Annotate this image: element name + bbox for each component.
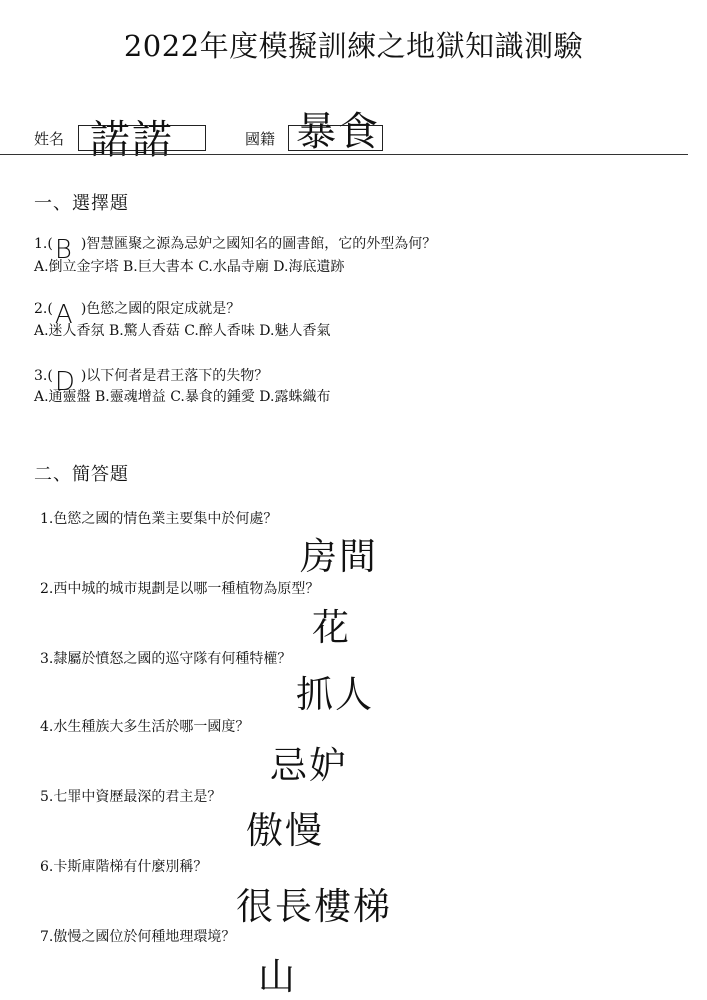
mc-question-3: 3.( D )以下何者是君王落下的失物？ bbox=[34, 367, 269, 397]
name-value: 諾諾 bbox=[90, 117, 174, 163]
sa-answer-7: 山 bbox=[258, 955, 297, 998]
sa-question-6: 6.卡斯庫階梯有什麼別稱？ bbox=[40, 859, 208, 875]
sa-answer-5: 傲慢 bbox=[246, 809, 324, 852]
mc-question-2: 2.( A )色慾之國的限定成就是？ bbox=[34, 300, 241, 330]
page-title: 2022年度模擬訓練之地獄知識測驗 bbox=[123, 29, 584, 63]
sa-answer-2: 花 bbox=[312, 606, 351, 649]
header-divider bbox=[0, 154, 688, 155]
sa-question-1: 1.色慾之國的情色業主要集中於何處？ bbox=[40, 511, 278, 527]
mc-options-2: A.迷人香氛 B.驚人香菇 C.醉人香味 D.魅人香氣 bbox=[34, 323, 331, 339]
name-label: 姓名 bbox=[34, 130, 65, 148]
section-short-answer-title: 二、簡答題 bbox=[34, 464, 129, 485]
sa-question-7: 7.傲慢之國位於何種地理環境？ bbox=[40, 929, 236, 945]
sa-answer-3: 抓人 bbox=[296, 673, 374, 716]
sa-question-2: 2.西中城的城市規劃是以哪一種植物為原型？ bbox=[40, 581, 320, 597]
sa-answer-6: 很長樓梯 bbox=[236, 885, 392, 928]
nation-value: 暴食 bbox=[296, 109, 380, 155]
nation-label: 國籍 bbox=[245, 130, 276, 148]
sa-question-5: 5.七罪中資歷最深的君主是？ bbox=[40, 789, 222, 805]
mc-options-1: A.倒立金字塔 B.巨大書本 C.水晶寺廟 D.海底遺跡 bbox=[34, 259, 345, 275]
mc-options-3: A.通靈盤 B.靈魂增益 C.暴食的鍾愛 D.露蛛織布 bbox=[34, 389, 331, 405]
section-multiple-choice-title: 一、選擇題 bbox=[34, 193, 129, 214]
sa-question-4: 4.水生種族大多生活於哪一國度？ bbox=[40, 719, 250, 735]
sa-answer-4: 忌妒 bbox=[270, 744, 348, 787]
sa-answer-1: 房間 bbox=[300, 535, 378, 578]
sa-question-3: 3.隸屬於憤怒之國的巡守隊有何種特權？ bbox=[40, 651, 292, 667]
mc-question-1: 1.( B )智慧匯聚之源為忌妒之國知名的圖書館，它的外型為何？ bbox=[34, 235, 437, 265]
